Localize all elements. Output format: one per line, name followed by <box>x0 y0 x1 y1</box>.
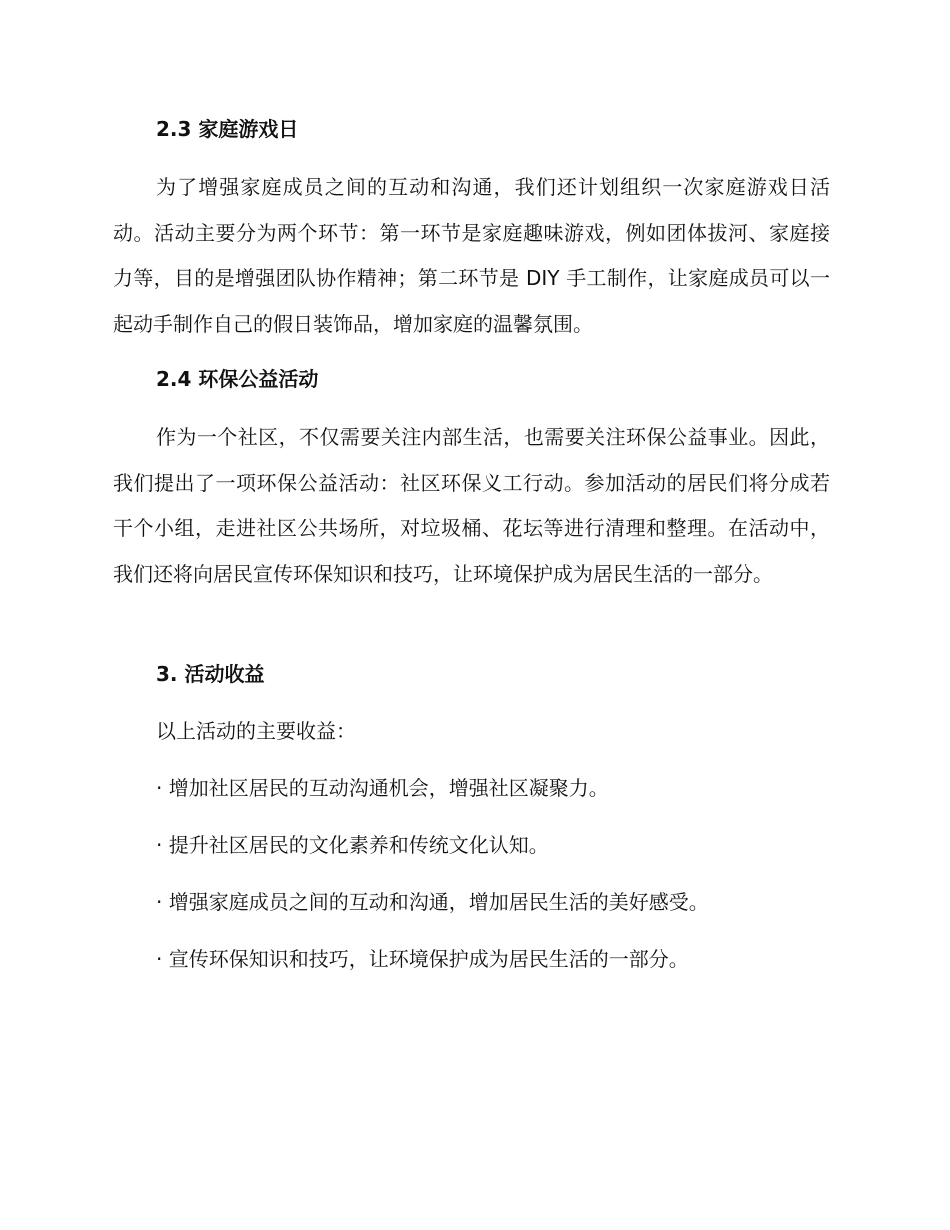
benefit-item: · 提升社区居民的文化素养和传统文化认知。 <box>156 833 549 857</box>
benefit-item: · 增强家庭成员之间的互动和沟通，增加居民生活的美好感受。 <box>156 890 709 914</box>
benefit-item: · 宣传环保知识和技巧，让环境保护成为居民生活的一部分。 <box>156 947 689 971</box>
benefit-item: · 增加社区居民的互动沟通机会，增强社区凝聚力。 <box>156 776 609 800</box>
section-heading-family-game-day: 2.3 家庭游戏日 <box>156 117 299 141</box>
benefits-intro: 以上活动的主要收益： <box>156 719 356 743</box>
section-paragraph-family-game-day: 为了增强家庭成员之间的互动和沟通，我们还计划组织一次家庭游戏日活动。活动主要分为两个环节：第一环节是家庭趣味游戏，例如团体拔河、家庭接力等，目的是增强团队协作精神；第二环节是 DIY 手工制作，让家庭成员可以一起动手制作自己的假日装饰品，增加家庭的温馨氛围。 <box>113 175 830 336</box>
section-heading-activity-benefits: 3. 活动收益 <box>156 662 265 686</box>
section-paragraph-environmental-activity: 作为一个社区，不仅需要关注内部生活，也需要关注环保公益事业。因此，我们提出了一项环保公益活动：社区环保义工行动。参加活动的居民们将分成若干个小组，走进社区公共场所，对垃圾桶、花坛等进行清理和整理。在活动中，我们还将向居民宣传环保知识和技巧，让环境保护成为居民生活的一部分。 <box>113 425 830 586</box>
section-heading-environmental-activity: 2.4 环保公益活动 <box>156 367 319 391</box>
